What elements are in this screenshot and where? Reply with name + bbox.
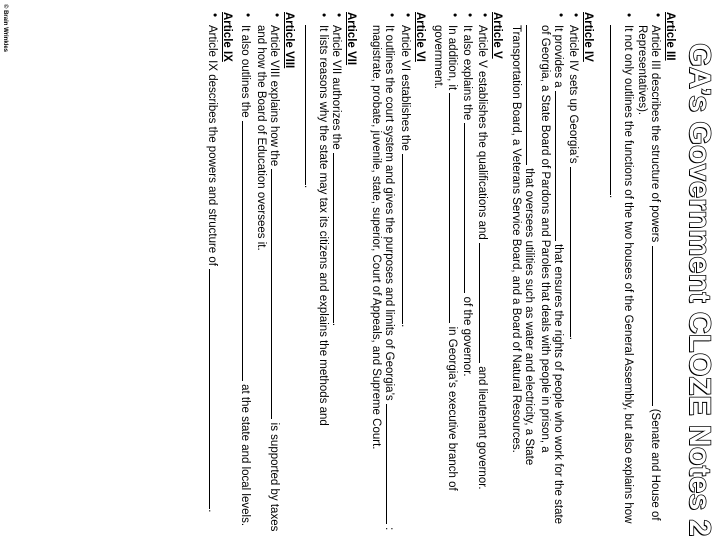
fill-in-blank[interactable] [610,25,621,195]
section-heading: Article IV [582,12,595,62]
section-heading: Article VIII [283,12,296,69]
fill-in-blank[interactable] [305,25,316,185]
fill-in-blank[interactable] [555,91,566,241]
fill-in-blank[interactable] [464,123,475,293]
bullet-item: • It also explains the of the governor. [460,12,475,532]
bullet-item: • It lists reasons why the state may tax its citizens and explains the methods and . [300,12,329,532]
section-article-iv [508,12,594,532]
copyright-credit: © Brain Wrinkles [2,4,8,52]
notes-content [205,12,676,532]
section-heading: Article V [491,12,504,59]
section-article-ix [205,12,233,532]
bullet-item: • Article VI establishes the . [397,12,412,532]
section-article-v [431,12,504,532]
fill-in-blank[interactable] [334,153,345,323]
fill-in-blank[interactable] [386,404,397,524]
fill-in-blank[interactable] [242,121,253,381]
fill-in-blank[interactable] [449,93,460,323]
bullet-item: • Article VIII explains how the is supported by taxes and how the Board of Education oversees it. [253,12,282,532]
bullet-item: • Article IV sets up Georgia’s . [566,12,581,532]
section-heading: Article IX [221,12,234,62]
section-heading: Article VII [345,12,358,66]
section-article-vii [300,12,357,532]
fill-in-blank[interactable] [570,167,581,337]
fill-in-blank[interactable] [479,243,490,363]
fill-in-blank[interactable] [271,169,282,419]
fill-in-blank[interactable] [209,269,220,509]
section-article-iii [605,12,676,532]
fill-in-blank[interactable] [652,246,663,406]
bullet-item: • Article VII authorizes the . [329,12,344,532]
bullet-item: • It provides a that ensures the rights of people who work for the state of Georgia, a State Board of Pardons and Paroles that deals with people in prison, a that oversees utilities such as water and electricity, a State Transportation Board, a Veterans Service Board, and a Board of Natural Resources. [508,12,566,532]
bullet-item: • It also outlines the at the state and local levels. [238,12,253,532]
bullet-item: • In addition, it in Georgia’s executive branch of government. [431,12,460,532]
section-heading: Article III [664,12,676,61]
bullet-item: • Article III describes the structure of powers (Senate and House of Representatives). [634,12,663,532]
section-article-viii [238,12,295,532]
bullet-item: • Article V establishes the qualifications and and lieutenant governor. [475,12,490,532]
bullet-item: • It not only outlines the functions of the two houses of the General Assembly, but also explains how . [605,12,634,532]
bullet-item: • It outlines the court system and gives the purposes and limits of Georgia’s : magistrate, probate, juvenile, state, superior, Court of Appeals, and Supreme Court. [369,12,398,532]
page-title: GA’s Government CLOZE Notes 2 [683,43,716,537]
fill-in-blank[interactable] [402,154,413,324]
section-heading: Article VI [413,12,426,62]
fill-in-blank[interactable] [526,25,537,165]
section-article-vi [369,12,426,532]
bullet-item: • Article IX describes the powers and structure of . [205,12,220,532]
